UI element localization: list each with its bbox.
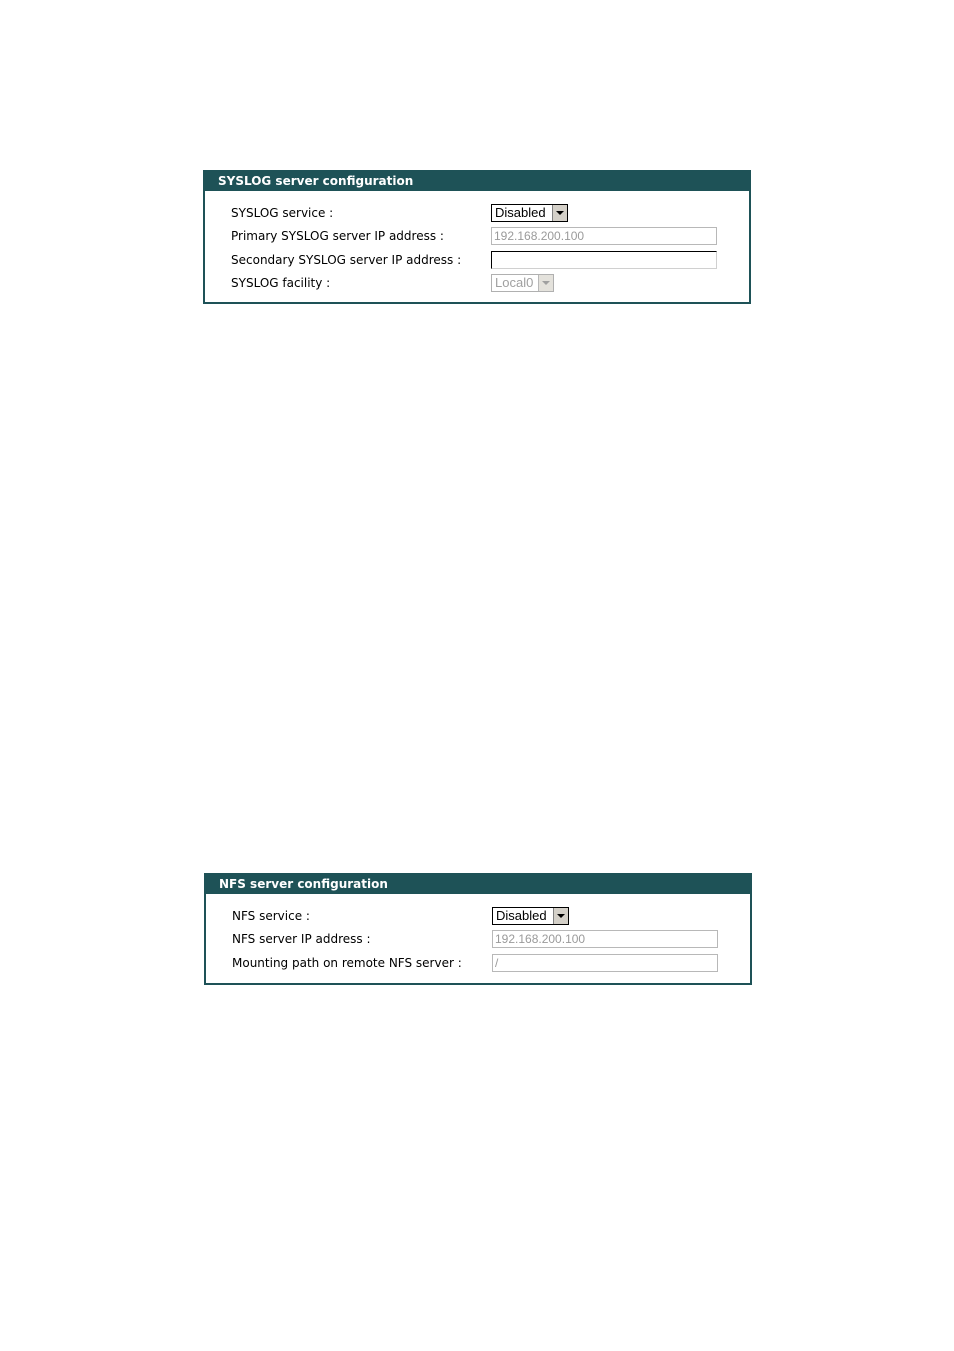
nfs-service-select[interactable] [492,907,569,925]
nfs-path-label: Mounting path on remote NFS server : [232,956,462,970]
syslog-facility-row [205,273,749,293]
syslog-secondary-ip-label: Secondary SYSLOG server IP address : [231,253,462,267]
syslog-primary-ip-field[interactable]: 192.168.200.100 [491,227,717,245]
syslog-facility-select[interactable] [491,274,554,292]
nfs-service-label: NFS service : [232,909,310,923]
syslog-facility-label: SYSLOG facility : [231,276,331,290]
chevron-down-icon[interactable] [552,205,567,221]
nfs-panel-title: NFS server configuration [206,875,750,894]
syslog-secondary-ip-field[interactable] [491,251,717,269]
nfs-ip-field[interactable]: 192.168.200.100 [492,930,718,948]
syslog-service-value: Disabled [495,205,546,220]
chevron-down-icon[interactable] [553,908,568,924]
chevron-down-icon[interactable] [538,275,553,291]
nfs-config-panel [204,873,752,985]
syslog-panel-title: SYSLOG server configuration [205,172,749,191]
nfs-service-value: Disabled [496,908,547,923]
syslog-facility-value: Local0 [495,275,534,290]
syslog-service-select[interactable] [491,204,568,222]
syslog-secondary-ip-row [205,250,749,270]
syslog-service-label: SYSLOG service : [231,206,334,220]
syslog-service-row [205,203,749,223]
syslog-primary-ip-row [205,226,749,246]
nfs-path-row [206,953,750,973]
nfs-service-row [206,906,750,926]
nfs-path-field[interactable]: / [492,954,718,972]
syslog-primary-ip-label: Primary SYSLOG server IP address : [231,229,444,243]
nfs-ip-label: NFS server IP address : [232,932,371,946]
syslog-config-panel [203,170,751,304]
nfs-ip-row [206,929,750,949]
